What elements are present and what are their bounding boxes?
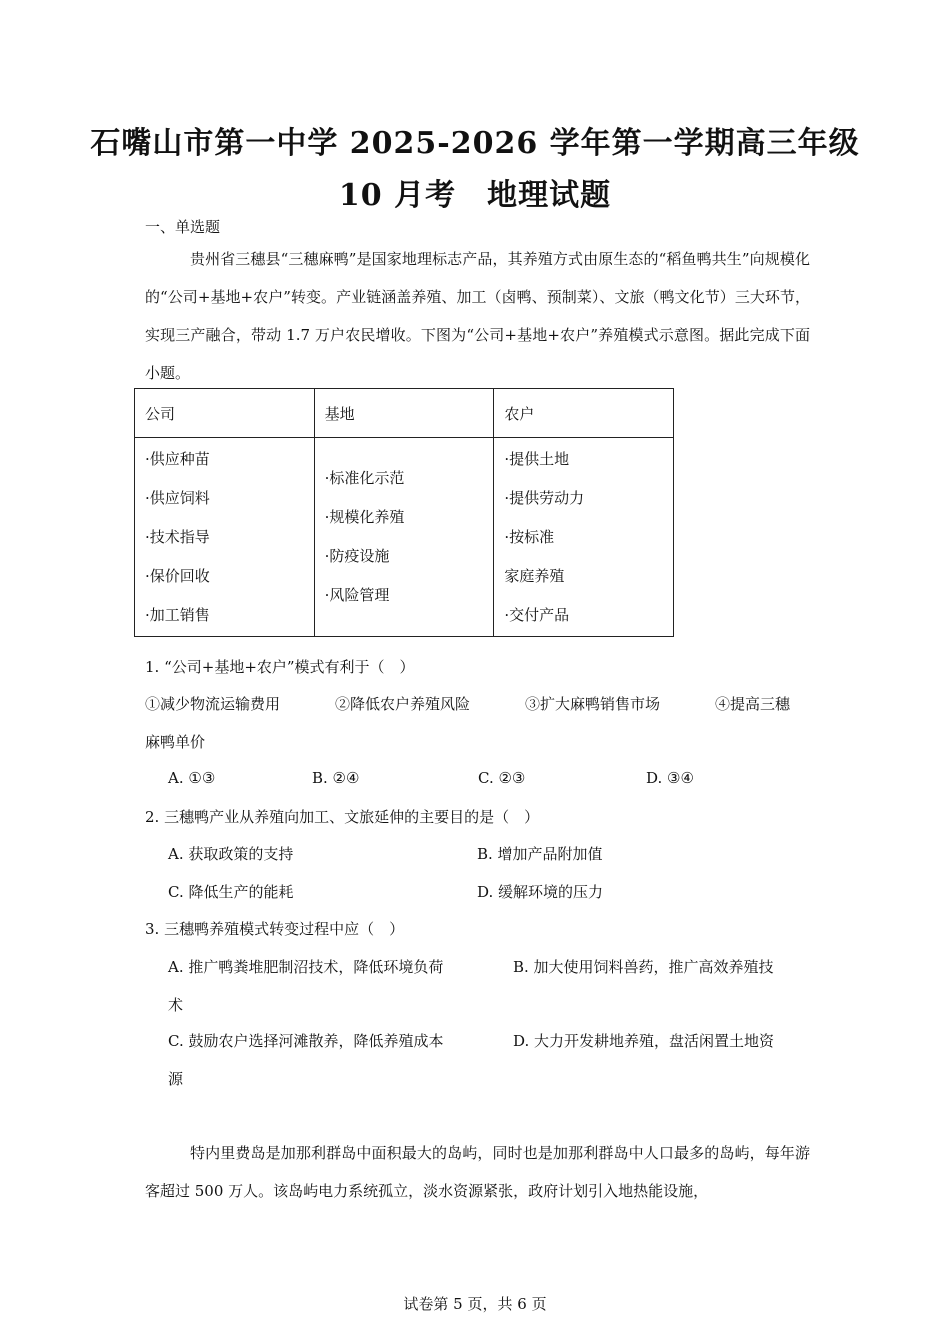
q2-option-a[interactable]: A. 获取政策的支持 [168,845,294,863]
question-3-stem: 3. 三穗鸭养殖模式转变过程中应（ ） [145,920,405,938]
base-item: ·规模化养殖 [324,508,405,526]
company-item: ·加工销售 [145,605,210,624]
table-header-farmer: 农户 [494,389,674,438]
q3-option-d-cont: 源 [168,1070,184,1088]
question-1-stem: 1. “公司+基地+农户”模式有利于（ ） [145,658,415,676]
q1-option-b[interactable]: B. ②④ [312,769,360,787]
base-item: ·防疫设施 [324,547,390,565]
q1-option-a[interactable]: A. ①③ [168,769,216,787]
q1-option-d[interactable]: D. ③④ [646,769,694,787]
mode-diagram-table [134,388,674,637]
page-footer: 试卷第 5 页，共 6 页 [403,1295,547,1313]
q3-option-c[interactable]: C. 鼓励农户选择河滩散养，降低养殖成本 [168,1032,444,1050]
company-item: ·供应饲料 [145,488,210,507]
q2-option-b[interactable]: B. 增加产品附加值 [477,845,603,863]
farmer-item: ·提供土地 [504,449,570,468]
exam-title-line1: 石嘴山市第一中学 2025-2026 学年第一学期高三年级 [90,126,860,161]
q1-item-3: ③扩大麻鸭销售市场 [525,695,661,713]
q1-item-4: ④提高三穗 [715,695,791,713]
company-item: ·供应种苗 [145,449,210,468]
q1-item-1: ①减少物流运输费用 [145,695,281,713]
farmer-cell [494,438,674,637]
base-item: ·标准化示范 [324,469,405,487]
farmer-item: ·交付产品 [504,605,570,624]
farmer-item: 家庭养殖 [504,566,565,585]
q2-option-c[interactable]: C. 降低生产的能耗 [168,883,294,901]
q1-item-4-cont: 麻鸭单价 [145,733,206,751]
exam-title-line2: 10 月考 地理试题 [338,178,612,213]
q2-option-d[interactable]: D. 缓解环境的压力 [477,883,604,901]
passage-ducks: 贵州省三穗县“三穗麻鸭”是国家地理标志产品，其养殖方式由原生态的“稻鱼鸭共生”向规模化的“公司+基地+农户”转变。产业链涵盖养殖、加工（卤鸭、预制菜）、文旅（鸭文化节）三大环节，实现三产融合，带动 1.7 万户农民增收。下图为“公司+基地+农户”养殖模式示意图。据此完成下面小题。 [145,250,810,382]
passage-tenerife: 特内里费岛是加那利群岛中面积最大的岛屿，同时也是加那利群岛中人口最多的岛屿，每年游客超过 500 万人。该岛屿电力系统孤立，淡水资源紧张，政府计划引入地热能设施， [145,1144,810,1200]
section-heading: 一、单选题 [145,218,221,236]
q1-option-c[interactable]: C. ②③ [478,769,526,787]
q3-option-b[interactable]: B. 加大使用饲料兽药，推广高效养殖技 [513,958,774,976]
q3-option-d[interactable]: D. 大力开发耕地养殖，盘活闲置土地资 [513,1032,775,1050]
table-header-company: 公司 [135,389,315,438]
company-cell [135,438,315,637]
company-item: ·技术指导 [145,527,210,546]
farmer-item: ·提供劳动力 [504,488,585,507]
base-cell [314,438,494,637]
farmer-item: ·按标准 [504,527,555,546]
q3-option-a[interactable]: A. 推广鸭粪堆肥制沼技术，降低环境负荷 [168,958,444,976]
q3-option-b-cont: 术 [168,996,184,1014]
question-2-stem: 2. 三穗鸭产业从养殖向加工、文旅延伸的主要目的是（ ） [145,808,540,826]
company-item: ·保价回收 [145,566,210,585]
base-item: ·风险管理 [324,586,390,604]
q1-item-2: ②降低农户养殖风险 [335,695,471,713]
table-header-base: 基地 [314,389,494,438]
